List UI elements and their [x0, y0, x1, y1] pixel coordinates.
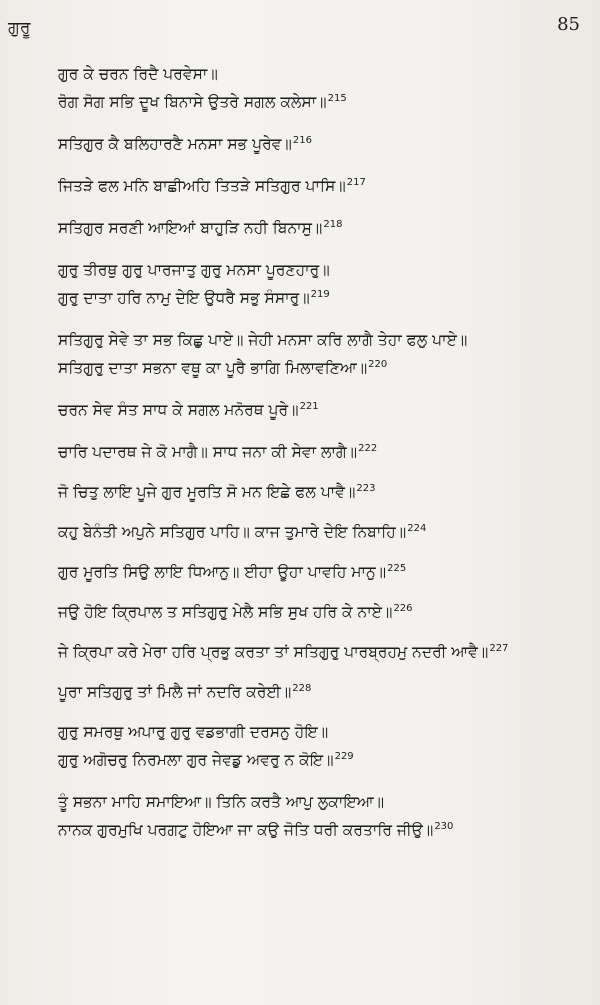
verse-text: ਨਾਨਕ ਗੁਰਮੁਖਿ ਪਰਗਟੁ ਹੋਇਆ ਜਾ ਕਉ ਜੋਤਿ ਧਰੀ ਕਰਤਾਰਿ ਜੀਉ॥ — [58, 821, 434, 839]
verse-line — [58, 396, 598, 424]
verse-text: ਗੁਰੁ ਅਗੋਚਰੁ ਨਿਰਮਲਾ ਗੁਰ ਜੇਵਡੁ ਅਵਰੁ ਨ ਕੋਇ॥ — [58, 751, 334, 769]
verse-line — [58, 518, 598, 546]
footnote-reference: 220 — [368, 358, 388, 370]
verse-line — [58, 130, 598, 158]
verse-line — [58, 478, 598, 506]
verse-text: ਪੂਰਾ ਸਤਿਗੁਰੁ ਤਾਂ ਮਿਲੈ ਜਾਂ ਨਦਰਿ ਕਰੇਈ॥ — [58, 683, 292, 701]
page-number: 85 — [557, 14, 580, 35]
verse-stanza — [58, 130, 598, 158]
verse-stanza — [58, 598, 598, 626]
verse-text: ਗੁਰ ਕੇ ਚਰਨ ਰਿਦੈ ਪਰਵੇਸਾ॥ — [58, 65, 218, 83]
verse-line — [58, 558, 598, 586]
footnote-reference: 221 — [299, 400, 319, 412]
footnote-reference: 230 — [434, 820, 454, 832]
verse-stanza — [58, 172, 598, 200]
verse-line — [58, 638, 598, 666]
footnote-reference: 218 — [323, 218, 343, 230]
verse-text: ਜੋ ਚਿਤੁ ਲਾਇ ਪੂਜੇ ਗੁਰ ਮੂਰਤਿ ਸੋ ਮਨ ਇਛੇ ਫਲ ਪਾਵੈ॥ — [58, 483, 356, 501]
verse-line — [58, 718, 598, 746]
verse-text: ਸਤਿਗੁਰ ਕੈ ਬਲਿਹਾਰਣੈ ਮਨਸਾ ਸਭ ਪੂਰੇਵ॥ — [58, 135, 292, 153]
footnote-reference: 225 — [387, 562, 407, 574]
verse-stanza — [58, 60, 598, 116]
footnote-reference: 227 — [489, 642, 509, 654]
verse-line — [58, 678, 598, 706]
footnote-reference: 228 — [292, 682, 312, 694]
verse-stanza — [58, 678, 598, 706]
running-header: ਗੁਰੂ — [8, 18, 31, 38]
verse-text: ਜਿਤੜੇ ਫਲ ਮਨਿ ਬਾਛੀਅਹਿ ਤਿਤੜੇ ਸਤਿਗੁਰ ਪਾਸਿ॥ — [58, 177, 346, 195]
verse-text: ਗੁਰੁ ਸਮਰਥੁ ਅਪਾਰੁ ਗੁਰੁ ਵਡਭਾਗੀ ਦਰਸਨੁ ਹੋਇ॥ — [58, 723, 329, 741]
verse-text: ਚਰਨ ਸੇਵ ਸੰਤ ਸਾਧ ਕੇ ਸਗਲ ਮਨੋਰਥ ਪੂਰੇ॥ — [58, 401, 299, 419]
verse-line — [58, 284, 598, 312]
verse-stanza — [58, 478, 598, 506]
verse-line — [58, 256, 598, 284]
verse-text: ਸਤਿਗੁਰੁ ਸੇਵੇ ਤਾ ਸਭ ਕਿਛੁ ਪਾਏ॥ ਜੇਹੀ ਮਨਸਾ ਕਰਿ ਲਾਗੈ ਤੇਹਾ ਫਲੁ ਪਾਏ॥ — [58, 331, 468, 349]
verse-line — [58, 438, 598, 466]
footnote-reference: 226 — [393, 602, 413, 614]
verse-text: ਜੇ ਕ੍ਰਿਪਾ ਕਰੇ ਮੇਰਾ ਹਰਿ ਪ੍ਰਭੁ ਕਰਤਾ ਤਾਂ ਸਤਿਗੁਰੁ ਪਾਰਬ੍ਰਹਮੁ ਨਦਰੀ ਆਵੈ॥ — [58, 643, 489, 661]
verse-line — [58, 326, 598, 354]
verse-stanza — [58, 638, 598, 666]
verse-text: ਸਤਿਗੁਰੁ ਦਾਤਾ ਸਭਨਾ ਵਥੂ ਕਾ ਪੂਰੈ ਭਾਗਿ ਮਿਲਾਵਣਿਆ॥ — [58, 359, 368, 377]
verse-text: ਗੁਰੁ ਤੀਰਥੁ ਗੁਰੁ ਪਾਰਜਾਤੁ ਗੁਰੁ ਮਨਸਾ ਪੂਰਣਹਾਰੁ॥ — [58, 261, 330, 279]
verse-line — [58, 214, 598, 242]
verse-stanza — [58, 788, 598, 844]
verse-line — [58, 172, 598, 200]
verse-text: ਤੂੰ ਸਭਨਾ ਮਾਹਿ ਸਮਾਇਆ॥ ਤਿਨਿ ਕਰਤੈ ਆਪੁ ਲੁਕਾਇਆ॥ — [58, 793, 385, 811]
verse-text: ਜਉ ਹੋਇ ਕ੍ਰਿਪਾਲ ਤ ਸਤਿਗੁਰੁ ਮੇਲੈ ਸਭਿ ਸੁਖ ਹਰਿ ਕੇ ਨਾਏ॥ — [58, 603, 393, 621]
footnote-reference: 224 — [407, 522, 427, 534]
verse-text: ਗੁਰ ਮੂਰਤਿ ਸਿਉ ਲਾਇ ਧਿਆਨੁ॥ ਈਹਾ ਊਹਾ ਪਾਵਹਿ ਮਾਨੁ॥ — [58, 563, 387, 581]
verse-line — [58, 354, 598, 382]
verse-stanza — [58, 396, 598, 424]
verse-stanza — [58, 718, 598, 774]
footnote-reference: 223 — [356, 482, 376, 494]
footnote-reference: 217 — [346, 176, 366, 188]
footnote-reference: 222 — [358, 442, 378, 454]
footnote-reference: 229 — [334, 750, 354, 762]
verse-stanza — [58, 558, 598, 586]
verse-line — [58, 746, 598, 774]
verse-stanza — [58, 256, 598, 312]
verse-stanza — [58, 518, 598, 546]
verse-stanza — [58, 326, 598, 382]
footnote-reference: 219 — [310, 288, 330, 300]
verse-stanza — [58, 214, 598, 242]
verse-line — [58, 598, 598, 626]
verse-line — [58, 60, 598, 88]
verse-line — [58, 816, 598, 844]
verse-text: ਰੋਗ ਸੋਗ ਸਭਿ ਦੂਖ ਬਿਨਾਸੇ ਉਤਰੇ ਸਗਲ ਕਲੇਸਾ॥ — [58, 93, 327, 111]
footnote-reference: 216 — [292, 134, 312, 146]
footnote-reference: 215 — [327, 92, 347, 104]
verse-line — [58, 788, 598, 816]
verse-text: ਚਾਰਿ ਪਦਾਰਥ ਜੇ ਕੋ ਮਾਗੈ॥ ਸਾਧ ਜਨਾ ਕੀ ਸੇਵਾ ਲਾਗੈ॥ — [58, 443, 358, 461]
verse-text: ਗੁਰੁ ਦਾਤਾ ਹਰਿ ਨਾਮੁ ਦੇਇ ਉਧਰੈ ਸਭੁ ਸੰਸਾਰੁ॥ — [58, 289, 310, 307]
verse-text: ਕਹੁ ਬੇਨੰਤੀ ਅਪੁਨੇ ਸਤਿਗੁਰ ਪਾਹਿ॥ ਕਾਜ ਤੁਮਾਰੇ ਦੇਇ ਨਿਬਾਹਿ॥ — [58, 523, 407, 541]
verse-list — [58, 60, 598, 844]
verse-line — [58, 88, 598, 116]
verse-text: ਸਤਿਗੁਰ ਸਰਣੀ ਆਇਆਂ ਬਾਹੁੜਿ ਨਹੀ ਬਿਨਾਸੁ॥ — [58, 219, 323, 237]
verse-stanza — [58, 438, 598, 466]
